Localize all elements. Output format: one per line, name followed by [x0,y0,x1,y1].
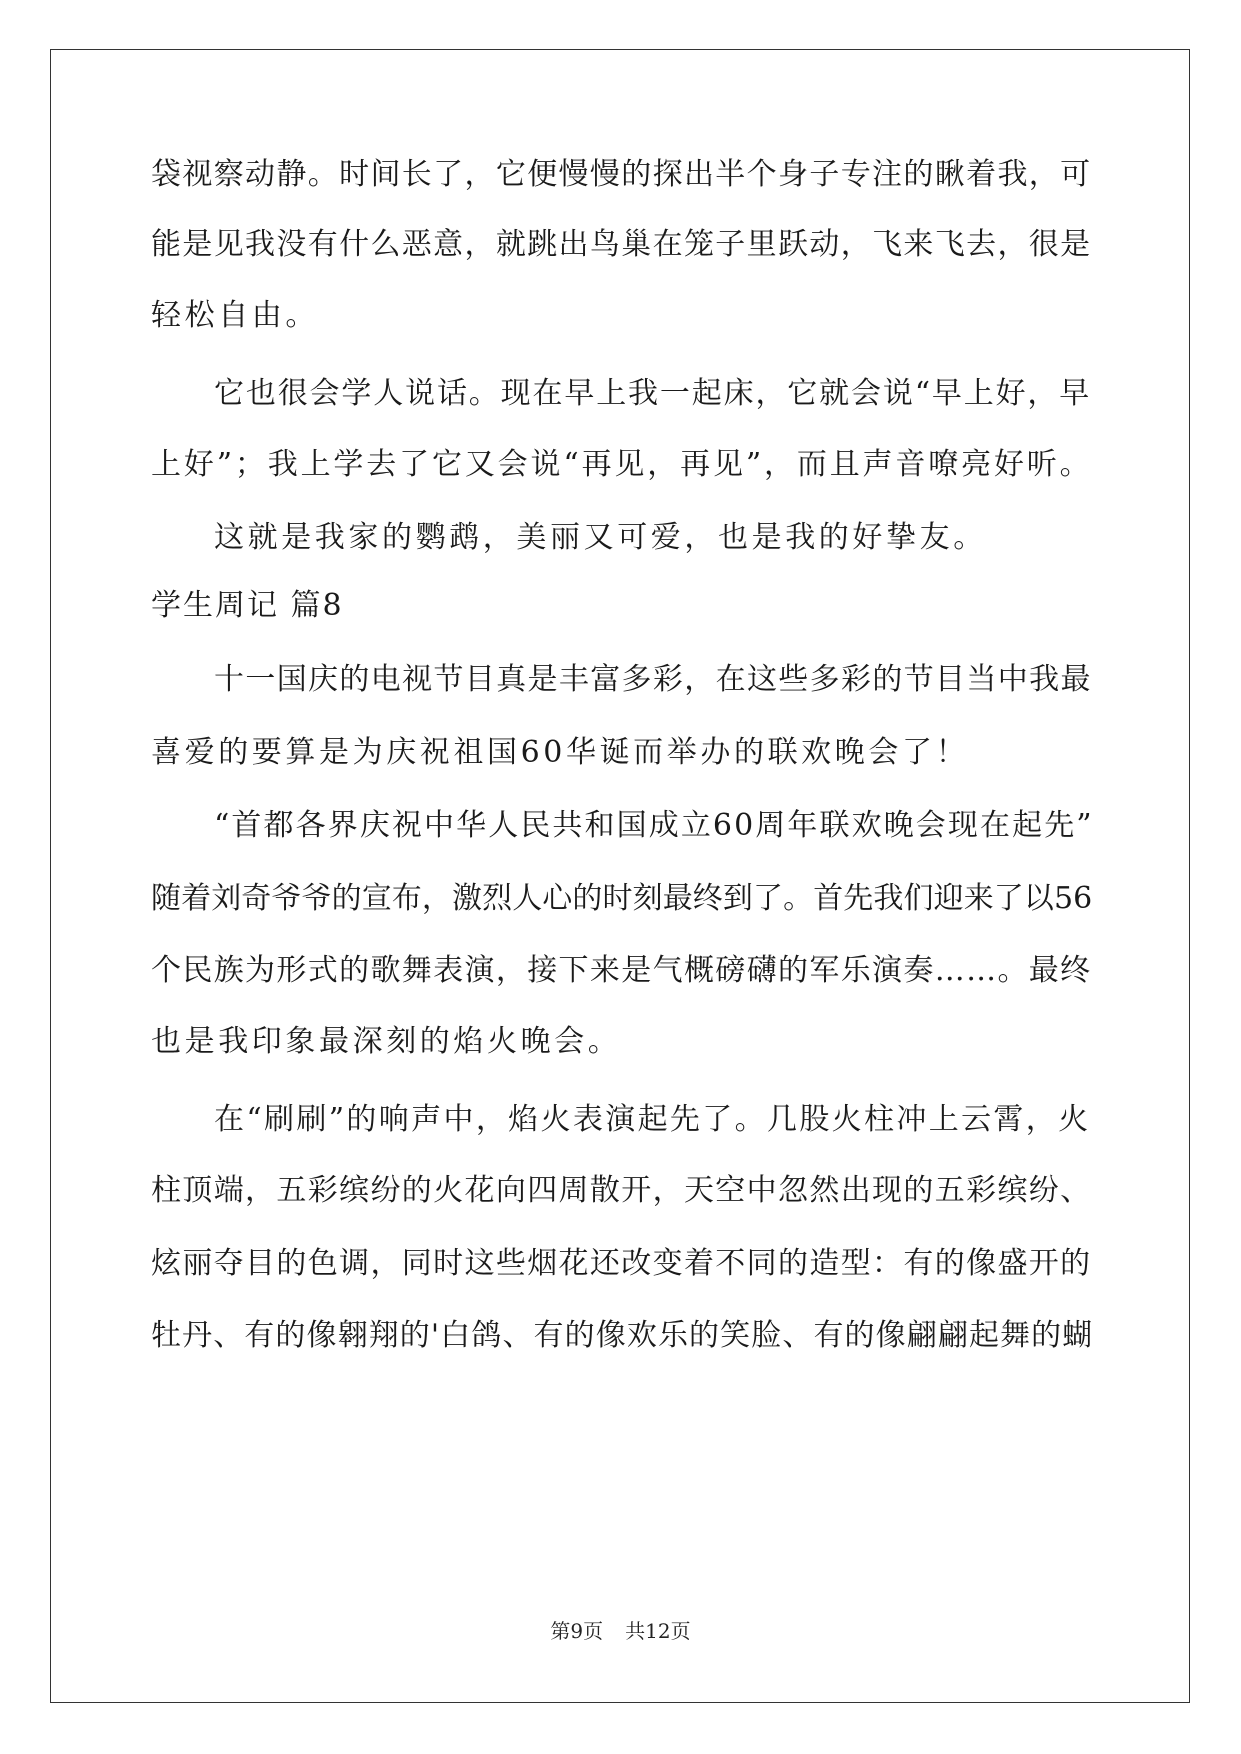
text-line: 随着刘奇爷爷的宣布，激烈人心的时刻最终到了。首先我们迎来了以56 [151,881,1093,916]
text-line: “首都各界庆祝中华人民共和国成立60周年联欢晚会现在起先” [214,808,1094,843]
text-line: 炫丽夺目的色调，同时这些烟花还改变着不同的造型：有的像盛开的 [151,1246,1092,1281]
text-line: 上好”；我上学去了它又会说“再见，再见”，而且声音嘹亮好听。 [151,447,1093,482]
text-line: 也是我印象最深刻的焰火晚会。 [151,1024,622,1059]
text-line: 喜爱的要算是为庆祝祖国60华诞而举办的联欢晚会了！ [151,735,970,770]
text-line: 它也很会学人说话。现在早上我一起床，它就会说“早上好，早 [214,376,1092,411]
page-footer [0,1618,1241,1644]
text-line: 能是见我没有什么恶意，就跳出鸟巢在笼子里跃动，飞来飞去，很是 [151,227,1092,262]
text-line: 十一国庆的电视节目真是丰富多彩，在这些多彩的节目当中我最 [214,662,1092,697]
section-heading: 学生周记 篇8 [151,588,344,623]
text-line: 轻松自由。 [151,298,319,333]
text-line: 袋视察动静。时间长了，它便慢慢的探出半个身子专注的瞅着我，可 [151,157,1092,192]
text-line: 柱顶端，五彩缤纷的火花向四周散开，天空中忽然出现的五彩缤纷、 [151,1173,1092,1208]
text-line: 个民族为形式的歌舞表演，接下来是气概磅礴的军乐演奏……。最终 [151,953,1092,988]
total-pages-label: 共12页 [625,1619,691,1643]
text-line: 在“刷刷”的响声中，焰火表演起先了。几股火柱冲上云霄，火 [214,1102,1091,1137]
text-line: 牡丹、有的像翱翔的'白鸽、有的像欢乐的笑脸、有的像翩翩起舞的蝴 [151,1318,1094,1353]
current-page-label: 第9页 [550,1619,604,1643]
text-line: 这就是我家的鹦鹉，美丽又可爱，也是我的好挚友。 [214,520,987,555]
